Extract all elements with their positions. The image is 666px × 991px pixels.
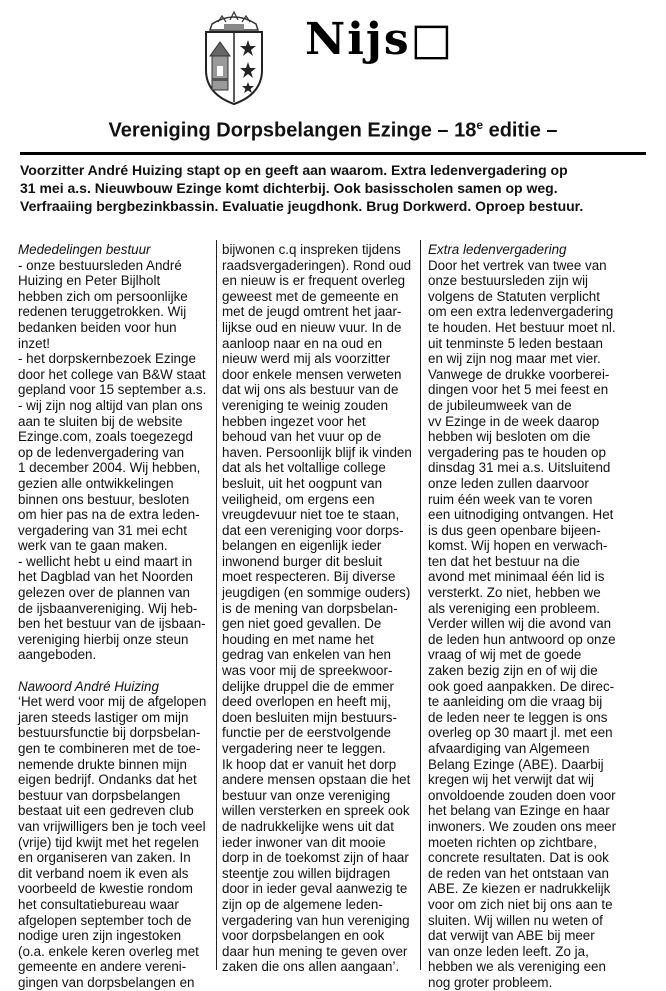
article-line: nodige uren zijn ingestoken <box>18 928 182 944</box>
article-line: avond met minimaal één lid is <box>428 569 605 585</box>
summary-paragraph <box>20 161 646 215</box>
article-line: vreugdevuur niet toe te staan, <box>222 507 400 523</box>
article-line: en wij zijn nog maar met vier. <box>428 351 601 367</box>
article-line: doen besluiten mijn bestuurs- <box>222 709 397 725</box>
headline-text: Vereniging Dorpsbelangen Ezinge – 18 <box>108 119 477 142</box>
article-line: door het college van B&W staat <box>18 366 206 382</box>
article-line: afgelopen september toch de <box>18 912 192 928</box>
article-line: Belang Ezinge (ABE). Daarbij <box>428 756 604 772</box>
article-line: vereniging hierbij onze steun <box>18 631 189 647</box>
article-line: moeten richten op zichtbare, <box>428 834 597 850</box>
article-line: besluit, uit het oogpunt van <box>222 475 383 491</box>
article-line: binnen ons bestuur, besloten <box>18 491 190 507</box>
article-line: vergadering pas te houden op <box>428 444 606 460</box>
article-line: eigen bedrijf. Ondanks dat het <box>18 772 197 788</box>
article-line: Ik hoop dat er vanuit het dorp <box>222 756 397 772</box>
article-line: ‘Het werd voor mij de afgelopen <box>18 694 207 710</box>
article-line: aanloop naar en na oud en <box>222 335 383 351</box>
column-divider <box>216 240 217 970</box>
article-line: versterkt. Zo niet, hebben we <box>428 585 601 601</box>
article-line: daar hun mening te geven over <box>222 943 408 959</box>
article-line: - wij zijn nog altijd van plan ons <box>18 397 203 413</box>
article-line: dat als het voltallige college <box>222 460 386 476</box>
article-line: onze leden zullen daarvoor <box>428 475 589 491</box>
article-line: houding en met name het <box>222 631 374 647</box>
article-line: inwoners. We zouden ons meer <box>428 818 617 834</box>
edition-headline <box>0 118 666 143</box>
column-divider <box>420 240 421 970</box>
article-line: nog groter probleem. <box>428 974 553 990</box>
article-line: nieuw werd mij als voorzitter <box>222 351 391 367</box>
article-line: volgens de Statuten verplicht <box>428 288 600 304</box>
article-line: vergadering van 31 mei echt <box>18 522 187 538</box>
article-line: dat verwijt van ABE bij meer <box>428 928 595 944</box>
article-line: Huizing en Peter Bijlholt <box>18 273 161 289</box>
article-line: redenen teruggetrokken. Wij <box>18 304 187 320</box>
article-line: ruim één week van te voren <box>428 491 593 507</box>
article-line: inzet! <box>18 335 51 351</box>
article-line: was voor mij de spreekwoor- <box>222 663 393 679</box>
article-line: de ijsbaanvereniging. Wij heb- <box>18 600 198 616</box>
article-line: is de mening van dorpsbelan- <box>222 600 398 616</box>
article-line: dingen voor het 5 mei feest en <box>428 382 609 398</box>
article-line: raadsvergaderingen). Rond oud <box>222 257 412 273</box>
article-line: werk van te gaan maken. <box>18 538 168 554</box>
article-line: van onze leden leeft. Zo ja, <box>428 943 589 959</box>
article-line: hebben ingezet voor het <box>222 413 366 429</box>
article-line: zaken bezig zijn en of wij die <box>428 663 598 679</box>
article-line: om een extra ledenvergadering <box>428 304 614 320</box>
article-line: willen versterken en spreek ook <box>222 803 410 819</box>
article-line: ten dat het bestuur na die <box>428 553 580 569</box>
article-line: kregen wij het verwijt dat wij <box>428 772 594 788</box>
article-line: dat wij ons als bestuur van de <box>222 382 399 398</box>
summary-line: Verfraaiing bergbezinkbassin. Evaluatie jeugdhonk. Brug Dorkwerd. Oproep bestuur. <box>20 198 584 214</box>
article-column-3 <box>428 242 628 991</box>
article-line: overleg op 30 maart jl. met een <box>428 725 613 741</box>
article-line: (vrije) tijd kwijt met het regelen <box>18 834 199 850</box>
article-line: ABE. Ze kiezen er nadrukkelijk <box>428 881 611 897</box>
article-line: delijke druppel die de emmer <box>222 678 394 694</box>
summary-line: 31 mei a.s. Nieuwbouw Ezinge komt dichterbij. Ook basisscholen samen op weg. <box>20 180 558 196</box>
article-line: aangeboden. <box>18 647 97 663</box>
article-line: zaken die ons allen aangaan’. <box>222 959 400 975</box>
article-line: te aanleiding om die vraag bij <box>428 694 603 710</box>
article-line: en organiseren van zaken. In <box>18 850 191 866</box>
article-line: nemende drukte binnen mijn <box>18 756 187 772</box>
article-line: de jubileumweek van de <box>428 397 572 413</box>
article-line: en nieuw is er frequent overleg <box>222 273 406 289</box>
newsletter-title: Nijs□ <box>305 14 455 65</box>
summary-line: Voorzitter André Huizing stapt op en geeft aan waarom. Extra ledenvergadering op <box>20 162 568 178</box>
article-line: bijwonen c.q inspreken tijdens <box>222 242 401 257</box>
article-line: veiligheid, om ergens een <box>222 491 375 507</box>
article-line: geweest met de gemeente en <box>222 288 399 304</box>
article-line: uit tenminste 5 leden bestaan <box>428 335 603 351</box>
article-line: de nadrukkelijke wens uit dat <box>222 818 394 834</box>
headline-superscript: e <box>476 118 484 132</box>
article-line: functie per de eerstvolgende <box>222 725 391 741</box>
article-line: behoud van het vuur op de <box>222 429 382 445</box>
article-column-2 <box>222 242 422 975</box>
article-line: dinsdag 31 mei a.s. Uitsluitend <box>428 460 611 476</box>
article-line: onze bestuursleden zijn wij <box>428 273 589 289</box>
article-line: voorbeeld de kwestie rondom <box>18 881 193 897</box>
article-line: bestuur van onze vereniging <box>222 787 391 803</box>
article-line: vereniging te weinig zouden <box>222 397 389 413</box>
article-line: vraag of wij met de goede <box>428 647 582 663</box>
article-line: door enkele mensen verweten <box>222 366 402 382</box>
article-line: zijn op de algemene leden- <box>222 896 383 912</box>
article-line: hebben we als vereniging een <box>428 959 606 975</box>
article-column-1 <box>18 242 214 991</box>
article-line: ben het bestuur van de ijsbaan- <box>18 616 206 632</box>
article-line: gen te combineren met de toe- <box>18 741 201 756</box>
article-line: hebben wij besloten om die <box>428 429 591 445</box>
header-divider <box>20 152 646 155</box>
article-line: haven. Persoonlijk blijf ik vinden <box>222 444 412 460</box>
article-line: het Dagblad van het Noorden <box>18 569 193 585</box>
article-line: Verder willen wij die avond van <box>428 616 612 632</box>
article-line: bestaat uit een gedreven club <box>18 803 194 819</box>
article-line: bestuursfunctie bij dorpsbelan- <box>18 725 201 741</box>
article-line: andere mensen opstaan die het <box>222 772 411 788</box>
article-line: vergadering neer te leggen. <box>222 741 386 756</box>
article-line: voor dorpsbelangen en ook <box>222 928 385 944</box>
article-line: belangen en eigenlijk ieder <box>222 538 382 554</box>
article-line: te houden. Het bestuur moet nl. <box>428 319 616 335</box>
article-line: onvoldoende zouden doen voor <box>428 787 616 803</box>
article-line: voor om zich niet bij ons aan te <box>428 896 613 912</box>
section-heading: Extra ledenvergadering <box>428 242 567 257</box>
article-line: op de ledenvergadering van <box>18 444 185 460</box>
article-line: met de jeugd omtrent het jaar- <box>222 304 402 320</box>
article-line: inwonend burger dit besluit <box>222 553 383 569</box>
coat-of-arms-icon <box>198 6 270 106</box>
article-line: om hier pas na de extra leden- <box>18 507 200 523</box>
article-line: - het dorpskernbezoek Ezinge <box>18 351 196 367</box>
headline-suffix: editie – <box>483 119 558 142</box>
article-line: ieder inwoner van dit mooie <box>222 834 386 850</box>
article-line: bedanken beiden voor hun <box>18 319 177 335</box>
article-line: sluiten. Wij willen nu weten of <box>428 912 603 928</box>
article-line: dat een vereniging voor dorps- <box>222 522 404 538</box>
article-line: het consultatiebureau waar <box>18 896 179 912</box>
masthead <box>0 0 666 110</box>
article-line: afvaardiging van Algemeen <box>428 741 590 756</box>
section-heading: Mededelingen bestuur <box>18 242 151 257</box>
article-line: gelezen over de plannen van <box>18 585 190 601</box>
article-line: de reden van het ontstaan van <box>428 865 609 881</box>
article-line: hebben zich om persoonlijke <box>18 288 188 304</box>
article-line: dorp in de toekomst zijn of haar <box>222 850 409 866</box>
article-line: door in ieder geval aanwezig te <box>222 881 408 897</box>
article-line: een uitnodiging ontvangen. Het <box>428 507 614 523</box>
article-line: als vereniging een probleem. <box>428 600 600 616</box>
article-line: concrete resultaten. Dat is ook <box>428 850 609 866</box>
article-line: jaren steeds lastiger om mijn <box>18 709 189 725</box>
article-line: van vrijwilligers ben je toch veel <box>18 818 206 834</box>
article-line: gen niet goed gevallen. De <box>222 616 382 632</box>
article-line: vergadering van hun vereniging <box>222 912 410 928</box>
article-line: steentje zou willen bijdragen <box>222 865 391 881</box>
article-line: gedrag van enkelen van hen <box>222 647 392 663</box>
article-line: gezien alle ontwikkelingen <box>18 475 174 491</box>
article-line: ook goed aanpakken. De direc- <box>428 678 615 694</box>
article-line: bestuur van dorpsbelangen <box>18 787 181 803</box>
article-line: jeugdigen (en sommige ouders) <box>222 585 411 601</box>
article-line: - onze bestuursleden André <box>18 257 182 273</box>
article-line: komst. Wij hopen en verwach- <box>428 538 608 554</box>
article-line: lijkse oud en nieuw vuur. In de <box>222 319 402 335</box>
article-line: gepland voor 15 september a.s. <box>18 382 207 398</box>
article-line: - wellicht hebt u eind maart in <box>18 553 193 569</box>
article-line: de leden hun antwoord op onze <box>428 631 616 647</box>
article-line <box>18 663 214 679</box>
article-line: deed overlopen en heeft mij, <box>222 694 391 710</box>
article-line: is dus geen openbare bijeen- <box>428 522 601 538</box>
article-line: dit verband noem ik even als <box>18 865 189 881</box>
article-line: Ezinge.com, zoals toegezegd <box>18 429 193 445</box>
article-line: het belang van Ezinge en haar <box>428 803 610 819</box>
section-heading: Nawoord André Huizing <box>18 678 159 694</box>
article-line: 1 december 2004. Wij hebben, <box>18 460 201 476</box>
article-line: Door het vertrek van twee van <box>428 257 607 273</box>
article-line: (o.a. enkele keren overleg met <box>18 943 199 959</box>
article-line: Vanwege de drukke voorberei- <box>428 366 610 382</box>
article-line: de leden neer te leggen is ons <box>428 709 608 725</box>
article-line: vv Ezinge in de week daarop <box>428 413 600 429</box>
article-line: gemeente en andere vereni- <box>18 959 187 975</box>
article-line: aan te sluiten bij de website <box>18 413 183 429</box>
article-line: gingen van dorpsbelangen en <box>18 974 195 990</box>
article-line: moet respecteren. Bij diverse <box>222 569 396 585</box>
